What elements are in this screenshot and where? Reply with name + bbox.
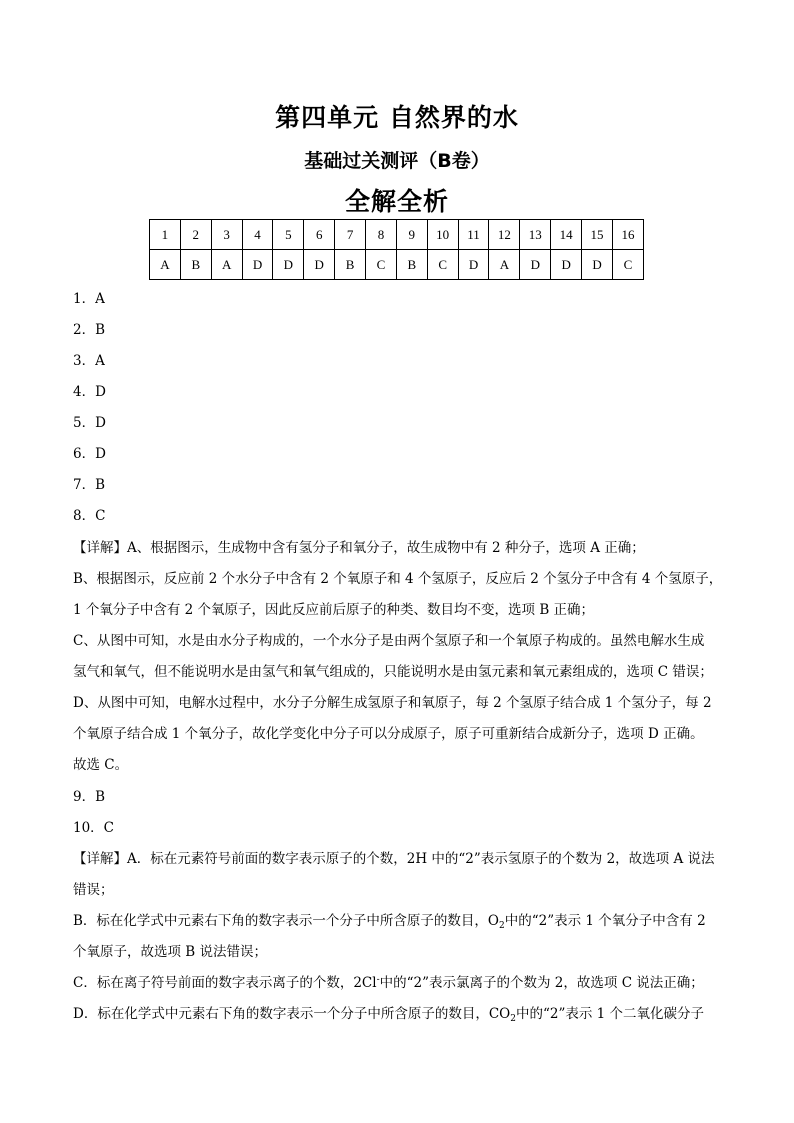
explanation-line: [73, 909, 706, 931]
answer-line: 3．A: [73, 353, 105, 369]
answer-line: 7．B: [73, 477, 106, 493]
answer-line: 5．D: [73, 415, 106, 431]
question-number-cell: 8: [366, 220, 397, 250]
formula-text: B．标在化学式中元素右下角的数字表示一个分子中所含原子的数目，O: [73, 913, 499, 929]
explanation-line: 1 个氧分子中含有 2 个氧原子，因此反应前后原子的种类、数目均不变，选项 B 正确；: [73, 602, 595, 618]
answer-line: 9．B: [73, 789, 106, 805]
answer-table-answer-row: [150, 250, 644, 280]
explanation-line: 错误；: [73, 882, 114, 898]
question-number-cell: 12: [489, 220, 520, 250]
answer-cell: C: [427, 250, 458, 280]
explanation-line: 个氧原子，故选项 B 说法错误；: [73, 944, 268, 960]
question-number-cell: 14: [551, 220, 582, 250]
formula-text: C．标在离子符号前面的数字表示离子的个数，2Cl: [73, 975, 377, 991]
question-number-cell: 15: [582, 220, 613, 250]
answer-cell: D: [520, 250, 551, 280]
answer-cell: D: [242, 250, 273, 280]
answer-cell: B: [335, 250, 366, 280]
explanation-line: 故选 C。: [73, 757, 129, 773]
explanation-line: D、从图中可知，电解水过程中，水分子分解生成氢原子和氧原子，每 2 个氢原子结合成 1 个氢分子，每 2: [73, 695, 712, 711]
formula-text: 中的“2”表示氯离子的个数为 2，故选项 C 说法正确；: [379, 975, 704, 991]
answer-cell: C: [612, 250, 643, 280]
answer-cell: D: [273, 250, 304, 280]
answer-cell: D: [551, 250, 582, 280]
subscript: 2: [510, 1014, 516, 1024]
superscript: -: [376, 975, 380, 985]
explanation-line: 【详解】A、根据图示，生成物中含有氢分子和氧分子，故生成物中有 2 种分子，选项 A 正确；: [73, 540, 645, 556]
formula-text: D．标在化学式中元素右下角的数字表示一个分子中所含原子的数目，CO: [73, 1006, 511, 1022]
answer-cell: C: [366, 250, 397, 280]
question-number-cell: 11: [458, 220, 489, 250]
explanation-line: [73, 971, 704, 991]
answer-line: 8．C: [73, 508, 106, 524]
formula-text: 中的“2”表示 1 个二氧化碳分子: [515, 1006, 705, 1022]
answer-cell: B: [396, 250, 427, 280]
answer-cell: A: [150, 250, 181, 280]
answer-line: 6．D: [73, 446, 106, 462]
question-number-cell: 10: [427, 220, 458, 250]
question-number-cell: 9: [396, 220, 427, 250]
answer-line: 4．D: [73, 384, 106, 400]
answer-cell: A: [211, 250, 242, 280]
explanation-line: C、从图中可知，水是由水分子构成的，一个水分子是由两个氢原子和一个氧原子构成的。虽然电解水生成: [73, 633, 705, 649]
answer-table-number-row: [150, 220, 644, 250]
question-number-cell: 4: [242, 220, 273, 250]
explanation-line: B、根据图示，反应前 2 个水分子中含有 2 个氧原子和 4 个氢原子，反应后 2 个氢分子中含有 4 个氢原子，: [73, 571, 723, 587]
answer-line: 10．C: [73, 820, 115, 836]
question-number-cell: 1: [150, 220, 181, 250]
answer-cell: D: [458, 250, 489, 280]
answer-cell: A: [489, 250, 520, 280]
subscript: 2: [499, 921, 505, 931]
answer-cell: B: [180, 250, 211, 280]
answer-line: 1．A: [73, 291, 105, 307]
explanation-line: [73, 1002, 704, 1024]
question-number-cell: 5: [273, 220, 304, 250]
answer-cell: D: [582, 250, 613, 280]
question-number-cell: 7: [335, 220, 366, 250]
page-subtitle: 基础过关测评（B卷）: [304, 150, 490, 172]
question-number-cell: 13: [520, 220, 551, 250]
question-number-cell: 6: [304, 220, 335, 250]
explanation-line: 氢气和氧气，但不能说明水是由氢气和氧气组成的，只能说明水是由氢元素和氧元素组成的，选项 C 错误；: [73, 664, 713, 680]
answer-line: 2．B: [73, 322, 106, 338]
section-heading: 全解全析: [344, 187, 449, 216]
explanation-line: 【详解】A．标在元素符号前面的数字表示原子的个数，2H 中的“2”表示氢原子的个数为 2，故选项 A 说法: [73, 851, 715, 867]
explanation-line: 个氧原子结合成 1 个氧分子，故化学变化中分子可以分成原子，原子可重新结合成新分子，选项 D 正确。: [73, 726, 704, 742]
answer-cell: D: [304, 250, 335, 280]
formula-text: 中的“2”表示 1 个氧分子中含有 2: [504, 913, 706, 929]
question-number-cell: 3: [211, 220, 242, 250]
question-number-cell: 2: [180, 220, 211, 250]
page-title: 第四单元 自然界的水: [275, 103, 519, 132]
question-number-cell: 16: [612, 220, 643, 250]
answer-table: [149, 219, 644, 280]
